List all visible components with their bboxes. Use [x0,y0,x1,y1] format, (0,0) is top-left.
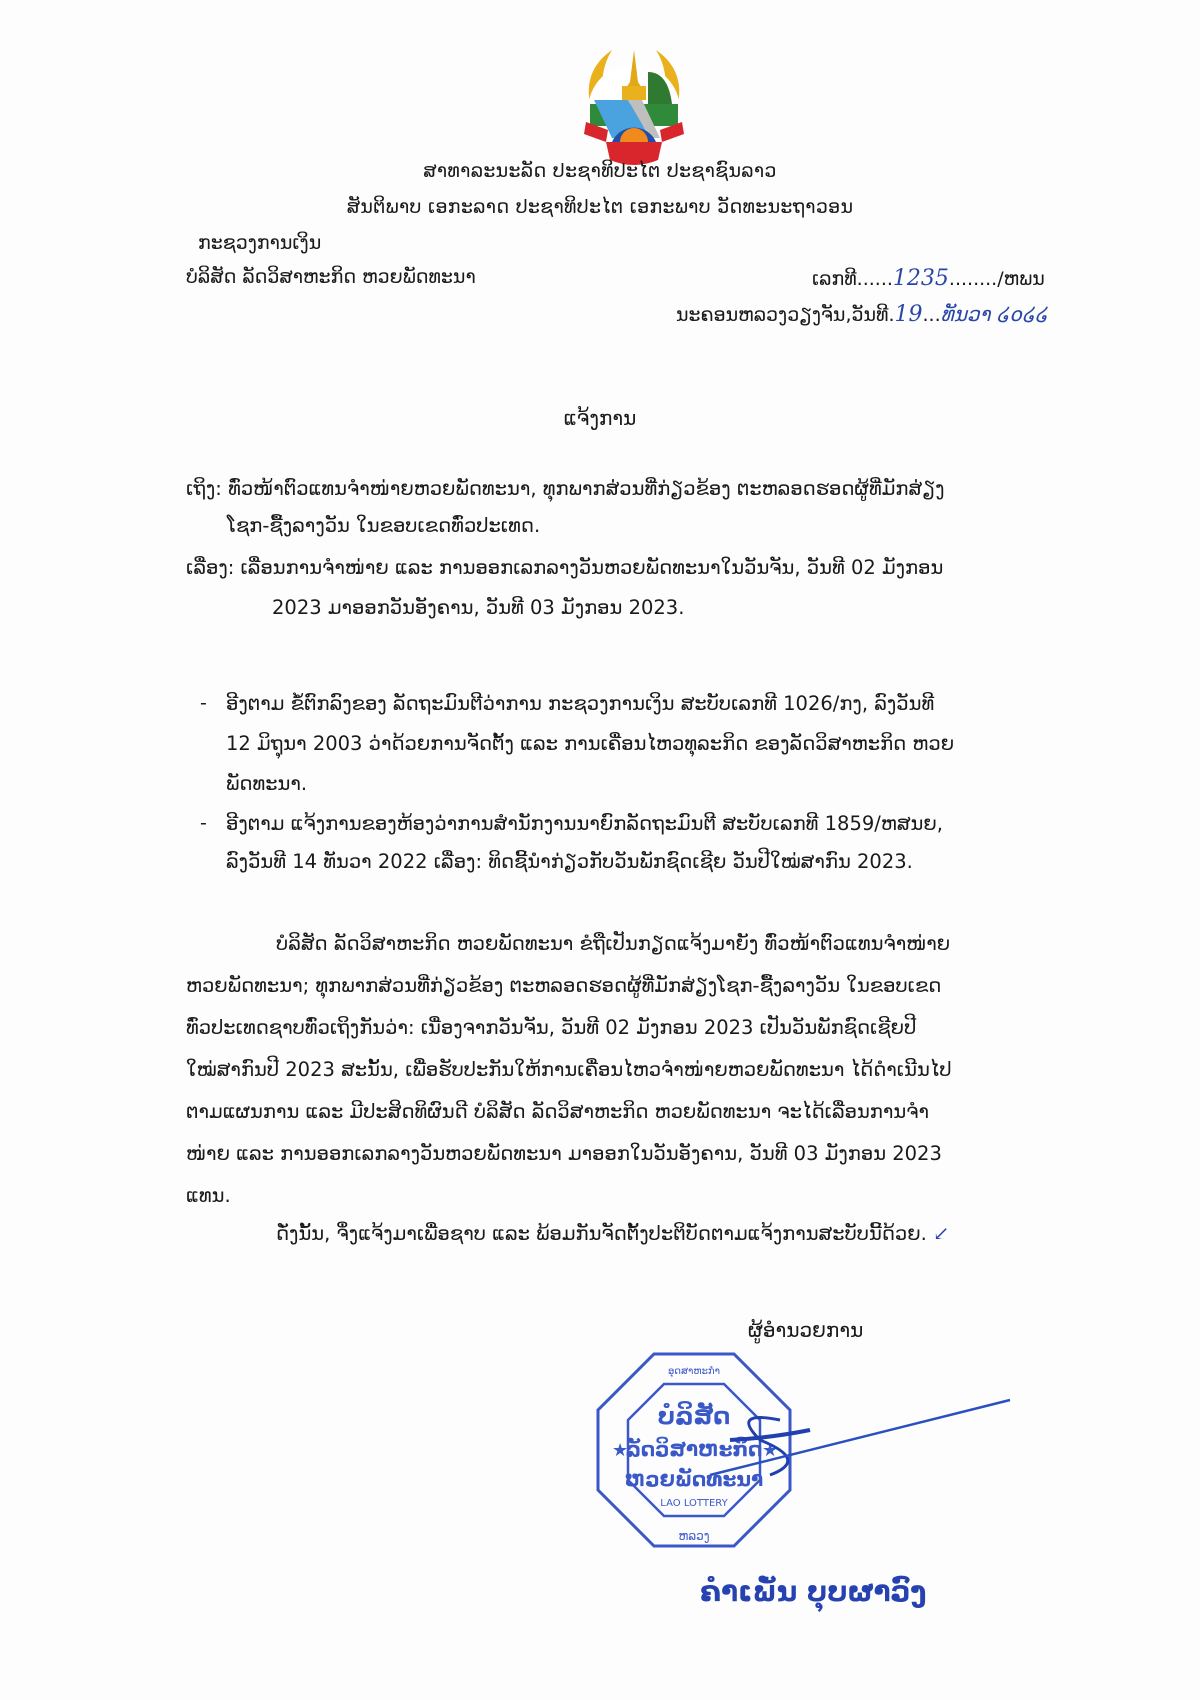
sender-ministry: ກະຊວງການເງິນ [198,232,322,254]
lao-emblem-icon [572,42,696,172]
body-line-7: ແທນ. [186,1184,231,1207]
reference-number: ເລກທີ......1235......../ຫພນ [812,266,1045,291]
body-line-4: ໃໝ່ສາກົນປີ 2023 ສະນັ້ນ, ເພື່ອຮັບປະກັນໃຫ້ການເຄື່ອນໄຫວຈຳໜ່າຍຫວຍພັດທະນາ ໄດ້ດຳເນີນໄປ [186,1058,952,1081]
reference-2-line-2: ລົງວັນທີ 14 ທັນວາ 2022 ເລື່ອງ: ທິດຊີ້ນຳກ່ຽວກັບວັນພັກຊົດເຊີຍ ວັນປີໃໝ່ສາກົນ 2023. [226,850,913,873]
reference-1-line-2: 12 ມິຖຸນາ 2003 ວ່າດ້ວຍການຈັດຕັ້ງ ແລະ ການເຄື່ອນໄຫວທຸລະກິດ ຂອງລັດວິສາຫະກິດ ຫວຍ [226,732,955,755]
handwritten-signature-icon [700,1380,1020,1500]
reference-1-line-1: ອີງຕາມ ຂໍ້ຕົກລົງຂອງ ລັດຖະມົນຕີວ່າການ ກະຊວງການເງິນ ສະບັບເລກທີ 1026/ກງ, ລົງວັນທີ [226,692,935,715]
svg-text:★: ★ [762,1440,779,1461]
subject-line-2: 2023 ມາອອກວັນອັງຄານ, ວັນທີ 03 ມັງກອນ 2023. [272,596,685,619]
sender-company: ບໍລິສັດ ລັດວິສາຫະກິດ ຫວຍພັດທະນາ [186,266,476,288]
body-line-5: ຕາມແຜນການ ແລະ ມີປະສິດທິຜົນດີ ບໍລິສັດ ລັດວິສາຫະກິດ ຫວຍພັດທະນາ ຈະໄດ້ເລື່ອນການຈຳ [186,1100,929,1123]
svg-text:ລັດວິສາຫະກິດ: ລັດວິສາຫະກິດ [625,1437,763,1461]
svg-text:ຫວຍພັດທະນາ: ຫວຍພັດທະນາ [624,1467,764,1491]
date-year: ໒໐໒໒ [996,302,1048,326]
body-line-3: ທົ່ວປະເທດຊາບທົ່ວເຖິງກັນວ່າ: ເນື່ອງຈາກວັນຈັນ, ວັນທີ 02 ມັງກອນ 2023 ເປັນວັນພັກຊົດເຊີຍປີ [186,1016,917,1039]
addressee-line-1: ເຖິງ: ທົ່ວໜ້າຕົວແທນຈຳໜ່າຍຫວຍພັດທະນາ, ທຸກພາກສ່ວນທີ່ກ່ຽວຂ້ອງ ຕະຫລອດຮອດຜູ້ທີ່ມັກສ່ຽງ [186,477,945,500]
signatory-name: ຄຳເພັ່ນ ບຸບຜາວົງ [700,1575,927,1608]
svg-text:★: ★ [612,1440,629,1461]
document-title: ແຈ້ງການ [563,406,637,430]
body-line-2: ຫວຍພັດທະນາ; ທຸກພາກສ່ວນທີ່ກ່ຽວຂ້ອງ ຕະຫລອດຮອດຜູ້ທີ່ມັກສ່ຽງໂຊກ-ຊື້ງລາງວັນ ໃນຂອບເຂດ [186,974,942,997]
date-day: 19 [894,302,923,327]
reference-bullet: - [200,812,207,834]
check-mark-icon: ↙ [933,1222,950,1245]
place-date-label: ນະຄອນຫລວງວຽງຈັນ,ວັນທີ [676,304,889,326]
reference-1-line-3: ພັດທະນາ. [226,772,308,795]
closing-line [276,1222,949,1245]
reference-place-date: ນະຄອນຫລວງວຽງຈັນ,ວັນທີ.19...ທັນວາ ໒໐໒໒ [676,302,1048,327]
reference-number-value: 1235 [892,266,949,291]
svg-text:ຫລວງ: ຫລວງ [678,1529,710,1543]
reference-bullet: - [200,692,207,714]
signatory-role: ຜູ້ອຳນວຍການ [748,1318,864,1342]
svg-text:LAO LOTTERY: LAO LOTTERY [660,1498,728,1509]
reference-number-suffix: /ຫພນ [997,268,1045,290]
reference-2-line-1: ອີງຕາມ ແຈ້ງການຂອງຫ້ອງວ່າການສຳນັກງານນາຍົກລັດຖະມົນຕີ ສະບັບເລກທີ 1859/ຫສນຍ, [226,812,943,835]
svg-text:ອຸດສາຫະກຳ: ອຸດສາຫະກຳ [667,1366,721,1377]
svg-text:ບໍລິສັດ: ບໍລິສັດ [657,1402,731,1430]
header-motto: ສັນຕິພາບ ເອກະລາດ ປະຊາທິປະໄຕ ເອກະພາບ ວັດທະນະຖາວອນ [346,196,854,218]
header-country: ສາທາລະນະລັດ ປະຊາທິປະໄຕ ປະຊາຊົນລາວ [423,160,777,182]
body-line-6: ໜ່າຍ ແລະ ການອອກເລກລາງວັນຫວຍພັດທະນາ ມາອອກໃນວັນອັງຄານ, ວັນທີ 03 ມັງກອນ 2023 [186,1142,942,1165]
subject-line-1: ເລື່ອງ: ເລື່ອນການຈຳໜ່າຍ ແລະ ການອອກເລກລາງວັນຫວຍພັດທະນາໃນວັນຈັນ, ວັນທີ 02 ມັງກອນ [186,556,944,579]
addressee-line-2: ໂຊກ-ຊື້ງລາງວັນ ໃນຂອບເຂດທົ່ວປະເທດ. [227,514,541,537]
date-month: ທັນວາ [940,302,991,326]
reference-number-label: ເລກທີ [812,268,857,290]
body-line-1: ບໍລິສັດ ລັດວິສາຫະກິດ ຫວຍພັດທະນາ ຂໍຖືເປັນກຽດແຈ້ງມາຍັງ ທົ່ວໜ້າຕົວແທນຈຳໜ່າຍ [276,932,951,955]
closing-text: ດັ່ງນັ້ນ, ຈຶ່ງແຈ້ງມາເພື່ອຊາບ ແລະ ພ້ອມກັນຈັດຕັ້ງປະຕິບັດຕາມແຈ້ງການສະບັບນີ້ດ້ວຍ. [276,1222,927,1245]
